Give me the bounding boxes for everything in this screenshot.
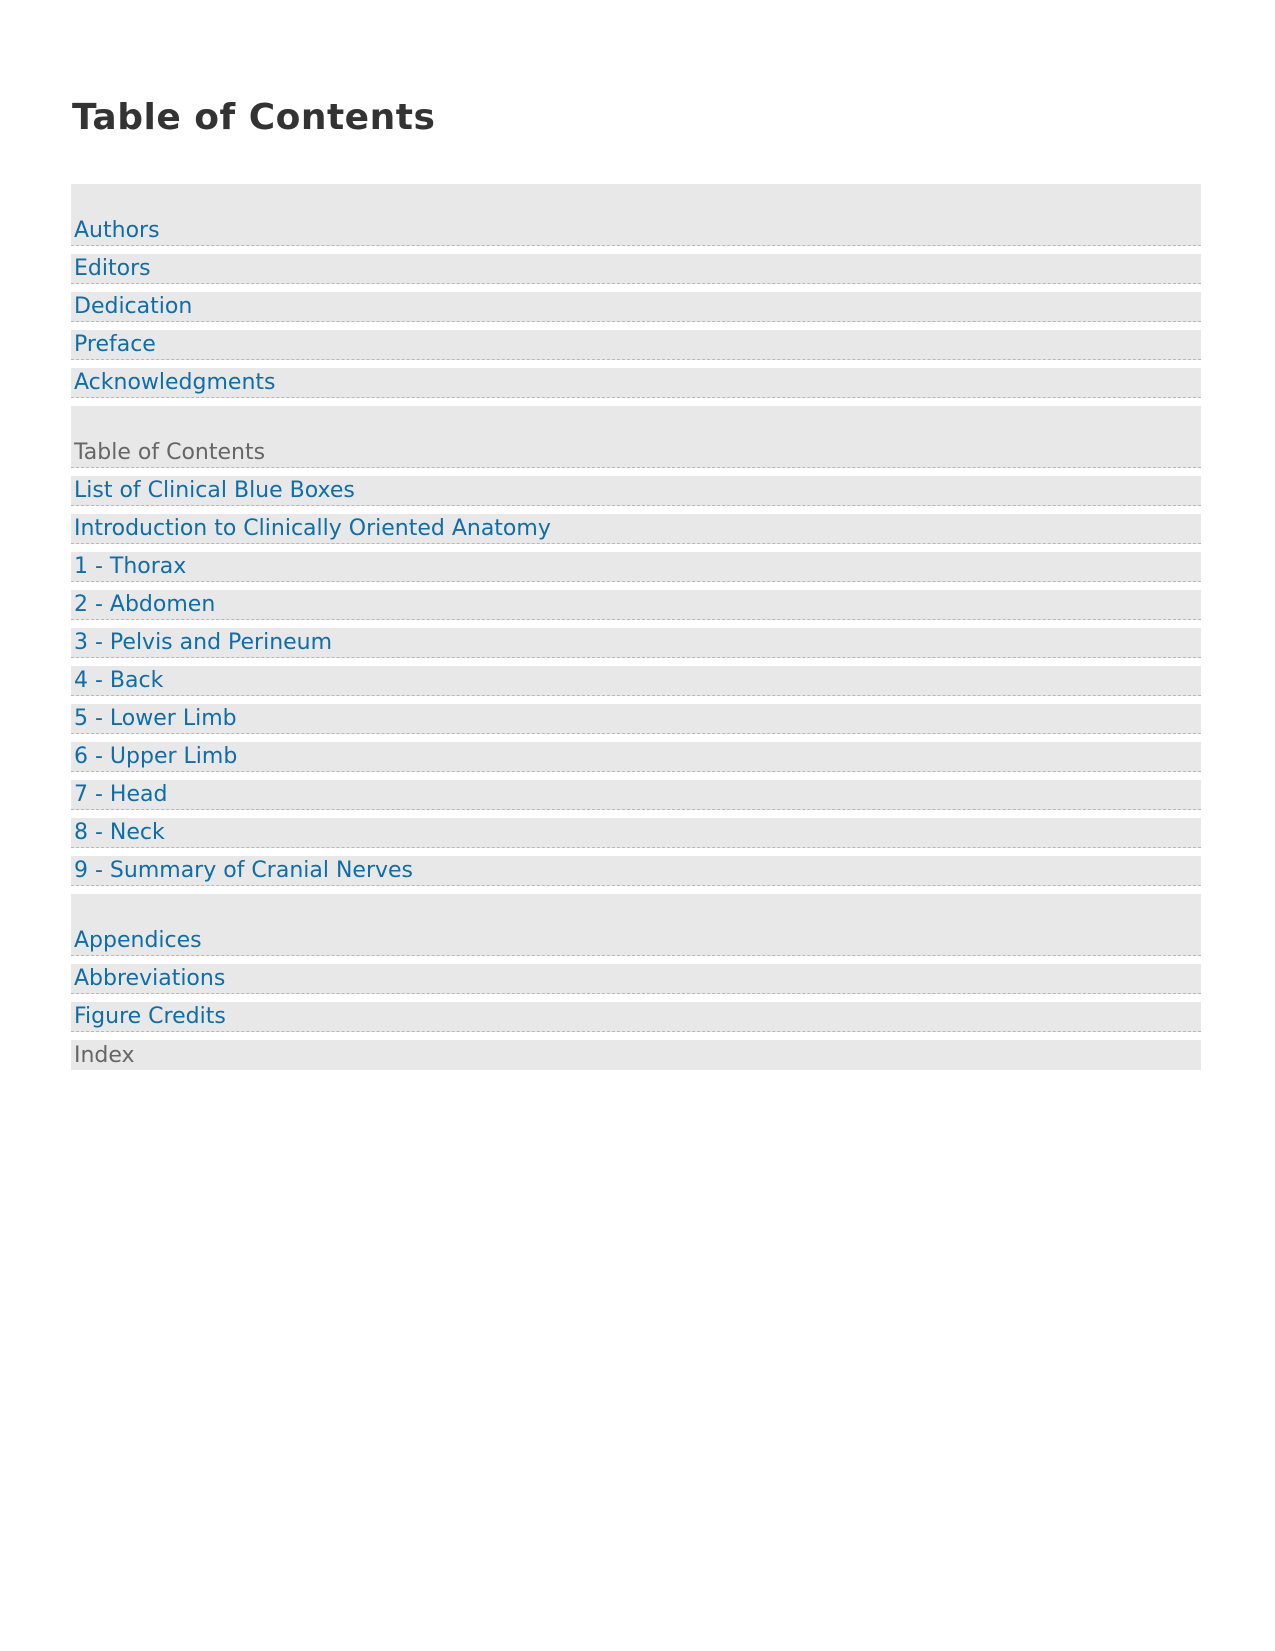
toc-row-pelvis-perineum[interactable]: [71, 628, 1201, 658]
toc-text-index: Index: [74, 1043, 135, 1068]
toc-link-authors[interactable]: Authors: [74, 218, 160, 243]
toc-link-pelvis-perineum[interactable]: 3 - Pelvis and Perineum: [74, 630, 333, 655]
toc-link-introduction[interactable]: Introduction to Clinically Oriented Anatomy: [74, 516, 551, 541]
toc-link-thorax[interactable]: 1 - Thorax: [74, 554, 187, 579]
toc-link-clinical-blue-boxes[interactable]: List of Clinical Blue Boxes: [74, 478, 355, 503]
toc-row-lower-limb[interactable]: [71, 704, 1201, 734]
toc-text-table-of-contents: Table of Contents: [74, 440, 266, 465]
toc-link-preface[interactable]: Preface: [74, 332, 156, 357]
toc-row-abbreviations[interactable]: [71, 964, 1201, 994]
toc-row-preface[interactable]: [71, 330, 1201, 360]
toc-link-dedication[interactable]: Dedication: [74, 294, 193, 319]
toc-row-table-of-contents: [71, 406, 1201, 468]
toc-row-acknowledgments[interactable]: [71, 368, 1201, 398]
toc-link-abdomen[interactable]: 2 - Abdomen: [74, 592, 216, 617]
page-title: Table of Contents: [72, 97, 436, 138]
toc-row-upper-limb[interactable]: [71, 742, 1201, 772]
toc-link-neck[interactable]: 8 - Neck: [74, 820, 165, 845]
toc-row-back[interactable]: [71, 666, 1201, 696]
table-of-contents-list: [71, 184, 1201, 1078]
toc-row-appendices[interactable]: [71, 894, 1201, 956]
toc-link-abbreviations[interactable]: Abbreviations: [74, 966, 226, 991]
toc-link-acknowledgments[interactable]: Acknowledgments: [74, 370, 276, 395]
toc-row-figure-credits[interactable]: [71, 1002, 1201, 1032]
toc-row-head[interactable]: [71, 780, 1201, 810]
toc-row-index: [71, 1040, 1201, 1070]
toc-row-authors[interactable]: [71, 184, 1201, 246]
toc-row-clinical-blue-boxes[interactable]: [71, 476, 1201, 506]
toc-link-upper-limb[interactable]: 6 - Upper Limb: [74, 744, 238, 769]
toc-row-abdomen[interactable]: [71, 590, 1201, 620]
toc-row-neck[interactable]: [71, 818, 1201, 848]
toc-row-editors[interactable]: [71, 254, 1201, 284]
toc-row-thorax[interactable]: [71, 552, 1201, 582]
toc-link-back[interactable]: 4 - Back: [74, 668, 164, 693]
toc-row-introduction[interactable]: [71, 514, 1201, 544]
toc-row-dedication[interactable]: [71, 292, 1201, 322]
toc-link-appendices[interactable]: Appendices: [74, 928, 202, 953]
toc-link-lower-limb[interactable]: 5 - Lower Limb: [74, 706, 237, 731]
toc-link-cranial-nerves[interactable]: 9 - Summary of Cranial Nerves: [74, 858, 414, 883]
toc-link-editors[interactable]: Editors: [74, 256, 151, 281]
toc-link-head[interactable]: 7 - Head: [74, 782, 168, 807]
toc-row-cranial-nerves[interactable]: [71, 856, 1201, 886]
toc-link-figure-credits[interactable]: Figure Credits: [74, 1004, 226, 1029]
